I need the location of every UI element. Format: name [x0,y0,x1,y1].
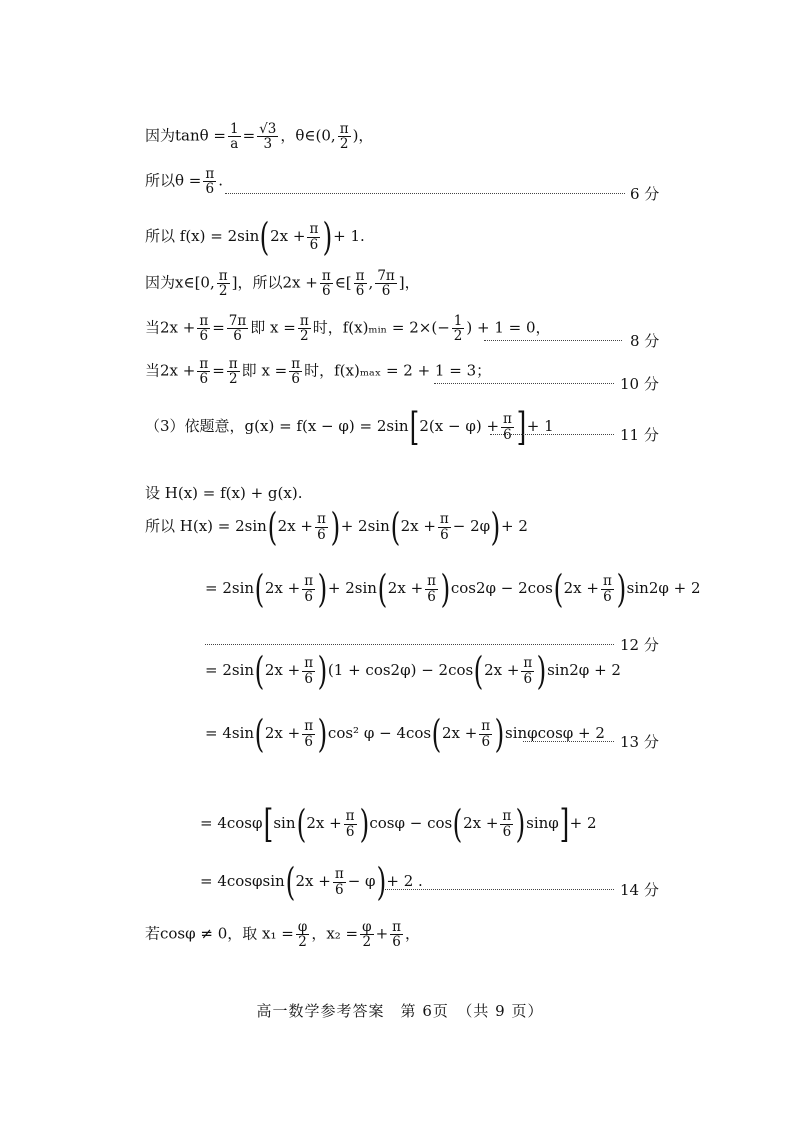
fraction [298,314,311,343]
math-text: ]，所以2x + [231,273,318,292]
numerator: π [339,121,349,137]
math-text: 2x + [387,579,424,597]
fraction [521,656,534,685]
math-expression [145,482,302,503]
math-text: = 2sin [205,661,255,679]
numerator: π [228,356,238,372]
denominator: 6 [309,236,319,253]
fraction [197,357,210,386]
math-expression [145,215,365,259]
math-text: 2x + [463,814,499,832]
math-expression [145,405,554,449]
math-text: 2x + [400,517,436,535]
math-text: = 4cosφsin [200,872,285,890]
math-expression [145,122,373,151]
math-text: = 2sin [205,579,255,597]
math-text: 当2x + [145,361,196,380]
denominator: 6 [392,934,401,951]
large-bracket: ) [330,505,341,549]
solution-line [0,649,800,712]
math-text: + 1. [333,227,365,245]
large-bracket: ) [440,567,451,611]
denominator: 2 [453,328,463,345]
denominator: 6 [199,328,209,345]
math-text: sinφ [526,814,559,832]
fraction [302,719,315,748]
math-text: − φ [347,872,376,890]
fraction [390,920,403,949]
math-text: . [218,171,224,190]
large-bracket: ( [553,567,564,611]
large-bracket: ) [317,712,328,756]
dotted-leader [205,644,614,645]
fraction [315,512,328,541]
dotted-leader [225,193,625,194]
denominator: 2 [228,371,238,388]
math-text: = [212,318,225,337]
fraction [354,269,367,298]
denominator: 6 [503,426,512,443]
math-text: 2x + [295,872,331,890]
math-text: 即 x = [250,318,296,337]
numerator: π [503,411,512,428]
math-text: 2(x − φ) + [419,417,500,435]
dotted-leader [434,383,614,384]
denominator: 6 [304,733,313,750]
solution-line [0,860,800,923]
numerator: φ [297,919,308,935]
math-text: sin2φ + 2 [547,661,621,679]
math-expression [205,649,621,693]
math-text: 2x + [277,517,313,535]
numerator: 1 [453,313,463,329]
numerator: π [218,268,228,284]
numerator: π [304,573,314,590]
denominator: 6 [355,283,365,300]
math-expression [145,314,551,343]
solution-line [0,405,800,468]
math-text: 所以 H(x) = 2sin [145,517,267,535]
numerator: π [345,808,355,825]
numerator: π [481,718,491,735]
math-text: + 1 [526,417,554,435]
math-text: 时，f(x)ₘₐₓ = 2 + 1 = 3； [304,361,492,380]
math-text: 因为tanθ = [145,126,226,145]
score-label: 14 分 [620,881,659,899]
large-bracket: ) [515,802,526,846]
fraction [228,122,241,151]
denominator: 6 [427,588,436,605]
math-text: ]， [398,273,420,292]
math-expression [205,712,605,756]
denominator: 2 [339,136,349,153]
math-text: 设 H(x) = f(x) + g(x). [145,484,303,502]
denominator: 6 [199,371,209,388]
denominator: 6 [502,823,512,840]
numerator: 7π [377,268,395,284]
math-text: + 2sin [327,579,377,597]
denominator: 6 [233,328,242,345]
fraction [203,167,216,196]
fraction [333,867,346,896]
math-text: sin2φ + 2 [626,579,701,597]
large-bracket: ] [559,802,570,846]
large-bracket: ) [494,712,505,756]
denominator: 6 [334,881,344,898]
fraction [307,222,320,251]
numerator: π [334,866,344,883]
math-text: = [242,126,256,145]
large-bracket: ) [536,649,547,693]
math-text: )， [352,126,374,145]
score-label: 13 分 [620,733,659,751]
score-label: 8 分 [630,332,660,350]
fraction [296,920,309,949]
math-text: sinφcosφ + 2 [505,724,605,742]
denominator: 6 [345,823,355,840]
solution-line [0,920,800,980]
page-footer: 高一数学参考答案 第 6页 （共 9 页） [256,1002,544,1020]
numerator: π [304,718,314,735]
large-bracket: ( [254,712,265,756]
denominator: 2 [218,283,228,300]
numerator: 7π [228,313,247,329]
math-text: 2x + [484,661,520,679]
numerator: π [502,808,512,825]
fraction [425,574,438,603]
dotted-leader [490,434,614,435]
math-text: + 2 [501,517,528,535]
fraction [320,269,333,298]
numerator: π [205,166,215,182]
math-text: 2x + [306,814,342,832]
math-text: 时，f(x)ₘᵢₙ = 2×(− [312,318,450,337]
math-text: cos² φ − 4cos [327,724,432,742]
math-text: 因为x∈[0, [145,273,215,292]
numerator: π [304,655,314,672]
numerator: π [355,268,365,284]
large-bracket: ) [317,649,328,693]
large-bracket: ( [254,567,265,611]
math-expression [145,269,420,298]
large-bracket: ( [285,860,295,904]
numerator: π [317,511,326,528]
solution-line [0,712,800,775]
numerator: π [321,268,331,284]
numerator: π [392,919,402,935]
large-bracket: ( [296,802,306,846]
denominator: 6 [291,371,300,388]
numerator: π [291,356,301,372]
fraction [217,269,230,298]
large-bracket: ) [616,567,627,611]
denominator: 2 [299,328,309,345]
denominator: 6 [304,670,313,687]
math-text: 2x + [264,661,301,679]
large-bracket: ) [359,802,369,846]
score-label: 10 分 [620,375,659,393]
fraction [344,809,357,838]
fraction [227,314,248,343]
fraction [257,122,278,151]
math-text: 所以θ = [145,171,202,190]
large-bracket: ( [254,649,265,693]
large-bracket: ( [390,505,400,549]
numerator: π [199,356,209,372]
denominator: 2 [298,934,307,951]
math-text: 即 x = [241,361,288,380]
large-bracket: ( [259,215,270,259]
math-text: 若cosφ ≠ 0，取 x₁ = [145,924,294,943]
math-text: ∈[ [334,273,352,292]
math-text: (1 + cos2φ) − 2cos [327,661,474,679]
score-label: 6 分 [630,185,660,203]
denominator: 6 [321,283,331,300]
math-text: 2x + [563,579,599,597]
fraction [501,412,514,441]
dotted-leader [385,889,614,890]
denominator: a [230,136,239,153]
math-expression [145,167,223,196]
numerator: π [199,313,209,329]
math-expression [205,567,701,611]
math-text: ，x₂ = [311,924,359,943]
math-text: ) + 1 = 0， [466,318,551,337]
large-bracket: ( [452,802,463,846]
numerator: π [299,313,309,329]
solution-line [0,802,800,865]
math-text: （3）依题意，g(x) = f(x − φ) = 2sin [145,417,409,435]
math-text: − 2φ [452,517,491,535]
numerator: π [309,221,319,238]
fraction [302,656,315,685]
fraction [338,122,351,151]
numerator: 1 [230,121,239,137]
math-text: ，θ∈(0, [280,126,336,145]
math-text: 2x + [441,724,478,742]
denominator: 6 [205,181,215,198]
denominator: 6 [481,733,491,750]
fraction [479,719,492,748]
fraction [500,809,513,838]
large-bracket: [ [409,405,419,449]
math-expression [200,860,423,904]
fraction [438,512,451,541]
math-text: sin [273,814,296,832]
large-bracket: ) [490,505,501,549]
math-text: + 2 [569,814,597,832]
dotted-leader [484,340,622,341]
denominator: 2 [362,934,372,951]
numerator: π [427,573,437,590]
math-text: = [212,361,225,380]
numerator: π [523,655,533,672]
denominator: 6 [381,283,391,300]
denominator: 6 [317,526,326,543]
numerator: φ [362,919,372,935]
math-text: 2x + [264,579,301,597]
denominator: 6 [603,588,612,605]
numerator: π [602,573,612,590]
math-text: 所以 f(x) = 2sin [145,227,260,245]
math-text: , [368,273,374,292]
math-text: cos2φ − 2cos [450,579,553,597]
large-bracket: ( [267,505,278,549]
large-bracket: ] [516,405,527,449]
denominator: 6 [440,526,449,543]
math-expression [200,802,597,846]
large-bracket: ( [431,712,442,756]
math-expression [145,920,420,949]
math-text: + 2sin [340,517,390,535]
dotted-leader [523,741,614,742]
numerator: √3 [259,121,277,137]
denominator: 6 [523,670,533,687]
fraction [227,357,240,386]
fraction [289,357,302,386]
math-expression [145,357,491,386]
math-expression [145,505,528,549]
math-text: = 4cosφ [200,814,263,832]
math-text: 当2x + [145,318,196,337]
large-bracket: ( [377,567,388,611]
math-text: 2x + [270,227,306,245]
large-bracket: [ [263,802,273,846]
score-label: 11 分 [620,426,659,444]
fraction [197,314,210,343]
math-text: 2x + [264,724,301,742]
fraction [375,269,396,298]
fraction [302,574,315,603]
math-text: ， [405,924,421,943]
math-text: = 4sin [205,724,255,742]
solution-line [0,505,800,568]
numerator: π [439,511,449,528]
math-text: + [375,924,389,943]
fraction [360,920,373,949]
denominator: 6 [304,588,313,605]
fraction [601,574,614,603]
score-label: 12 分 [620,636,659,654]
large-bracket: ) [317,567,328,611]
fraction [452,314,465,343]
math-text: cosφ − cos [369,814,453,832]
large-bracket: ) [322,215,333,259]
denominator: 3 [263,136,273,153]
large-bracket: ) [376,860,386,904]
math-text: + 2 . [386,872,423,890]
large-bracket: ( [473,649,484,693]
